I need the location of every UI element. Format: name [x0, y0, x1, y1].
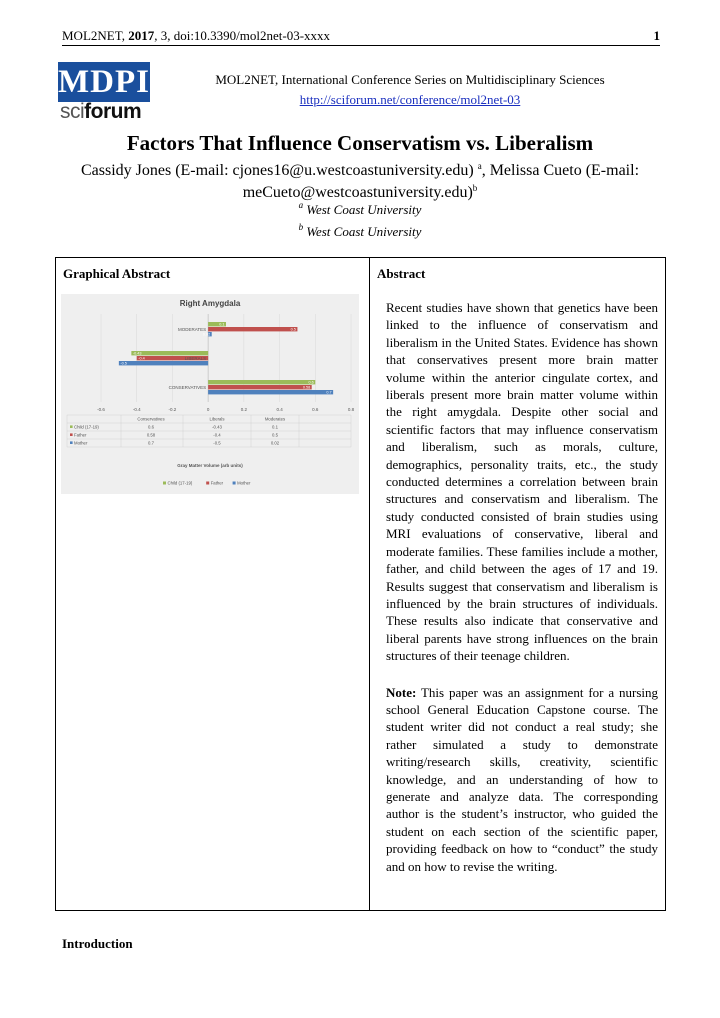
running-header [62, 28, 660, 44]
conference-name: MOL2NET, International Conference Series on Multidisciplinary Sciences [215, 72, 605, 87]
legend-label: Father [210, 480, 224, 486]
affiliation-b: $^b$ West Coast University [298, 222, 422, 239]
abstract-label: Abstract [377, 266, 426, 281]
legend-label: Child (17-19) [167, 480, 193, 486]
journal-name: MOL2NET, [62, 28, 129, 43]
bar-value-label: 0.6 [308, 380, 314, 385]
note-text: This paper was an assignment for a nursing school General Education Capstone course. The student writer did not conduct a real study; she rather simulated a study to demonstrate writing/research skills, creativity, scientific knowledge, and an understanding of how to generate and analyze data. The corresponding author is the student’s instructor, who guided the student on each section of the scientific paper, providing feedback on how to “conduct” the study and on how to revise the writing. [386, 684, 658, 874]
table-series-name: Father [74, 432, 87, 438]
x-tick-label: 0.2 [240, 407, 247, 412]
table-cell: 0.02 [270, 440, 280, 446]
table-series-swatch [70, 441, 73, 444]
bar-value-label: 0.02 [202, 332, 211, 337]
bar-value-label: 0.58 [302, 385, 311, 390]
x-tick-label: -0.6 [97, 407, 105, 412]
graphical-abstract-cell [56, 258, 370, 911]
legend-swatch [206, 482, 209, 485]
table-header: Liberals [209, 416, 225, 422]
affiliation-a: $^a$ West Coast University [298, 200, 422, 217]
sciforum-logo: sciforum [60, 100, 142, 123]
bar-value-label: -0.4 [138, 356, 145, 361]
table-series-name: Child (17-19) [74, 424, 99, 430]
bar [119, 361, 208, 365]
bar-value-label: 0.5 [290, 327, 296, 332]
bar-value-label: 0.1 [219, 322, 225, 327]
journal-year: 2017 [128, 28, 155, 43]
mdpi-logo: MDPI [58, 64, 150, 100]
legend-swatch [163, 482, 166, 485]
table-cell: 0.1 [272, 424, 278, 430]
x-tick-label: 0.8 [347, 407, 355, 412]
table-cell: 0.58 [146, 432, 156, 438]
journal-doi: , 3, doi:10.3390/mol2net-03-xxxx [154, 28, 331, 43]
conference-block [150, 72, 670, 108]
mdpi-sciforum-logo [58, 60, 154, 124]
x-axis-label: Gray Matter Volume (arb units) [177, 463, 243, 468]
category-label: CONSERVATIVES [168, 385, 207, 391]
author-list: Cassidy Jones (E-mail: cjones16@u.westcoastuniversity.edu) $^a$, Melissa Cueto (E-mail: meCueto@westcoastuniversity.edu)$^b$ [80, 161, 640, 201]
table-header: Moderates [264, 416, 286, 422]
bar [208, 390, 333, 394]
table-cell: -0.5 [213, 440, 221, 446]
table-cell: -0.4 [213, 432, 221, 438]
table-header: Conservatives [137, 416, 165, 422]
note-label: Note: [386, 684, 417, 700]
bar [208, 380, 315, 384]
bar [208, 327, 297, 331]
graphical-abstract-label: Graphical Abstract [63, 266, 171, 281]
abstract-cell [370, 258, 666, 911]
abstract-table [55, 257, 666, 911]
legend-label: Mother [237, 480, 251, 486]
x-tick-label: -0.4 [132, 407, 141, 412]
paper-title: Factors That Influence Conservatism vs. Liberalism [126, 131, 594, 155]
header-rule [62, 45, 660, 46]
right-amygdala-chart [61, 294, 359, 494]
table-series-swatch [70, 425, 73, 428]
legend-swatch [233, 482, 236, 485]
table-cell: 0.5 [272, 432, 278, 438]
bar [208, 385, 312, 389]
table-cell: 0.7 [148, 440, 154, 446]
page-number: 1 [653, 28, 660, 43]
bar-value-label: 0.7 [326, 390, 332, 395]
table-cell: -0.43 [212, 424, 222, 430]
x-tick-label: -0.2 [168, 407, 177, 412]
conference-link[interactable]: http://sciforum.net/conference/mol2net-03 [299, 92, 521, 107]
chart-title: Right Amygdala [179, 299, 241, 308]
x-tick-label: 0 [206, 407, 210, 412]
category-label: LIBERALS [184, 356, 207, 362]
table-cell: 0.6 [148, 424, 154, 430]
introduction-heading: Introduction [62, 936, 133, 951]
abstract-text: Recent studies have shown that genetics have been linked to the influence of conservatism and liberalism in the United States. Evidence has shown that conservatives present more brain matter volume within the anterior cingulate cortex, and liberals present more brain matter volume within the right amygdala. Despite other social and scientific factors that may influence conservatism and liberalism, such as morals, culture, demographics, personality traits, etc., the study conducted determines a correlation between brain structures and conservatism and liberalism. The study conducted consisted of brain studies using MRI evaluations of conservative, liberal and moderate families. These families include a mother, father, and child between the ages of 17 and 19. Results suggest that conservatism and liberalism is influenced by the brain structures of individuals. These results also indicate that conservative and liberal parents have strong influences on the brain structures of their teenage children. [386, 300, 658, 664]
x-tick-label: 0.6 [312, 407, 319, 412]
bar-value-label: -0.43 [132, 351, 142, 356]
category-label: MODERATES [177, 327, 207, 333]
table-series-swatch [70, 433, 73, 436]
table-series-name: Mother [74, 440, 88, 446]
x-tick-label: 0.4 [276, 407, 283, 412]
bar [131, 351, 208, 355]
note-paragraph [386, 684, 658, 875]
bar-value-label: -0.5 [120, 361, 127, 366]
